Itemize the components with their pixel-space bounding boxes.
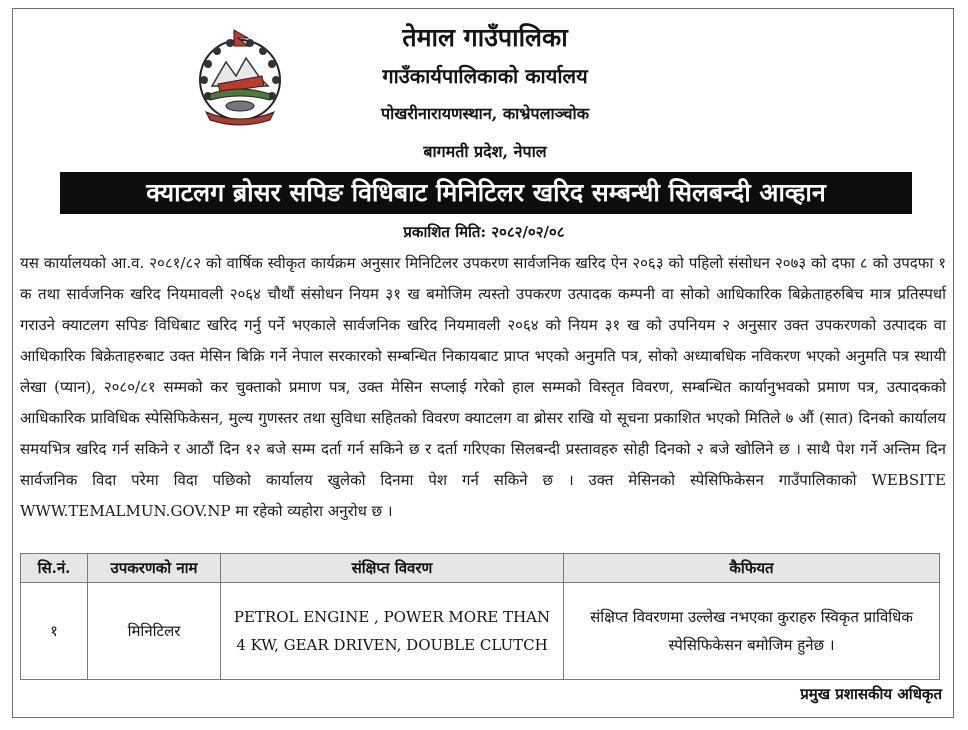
notice-title-banner: क्याटलग ब्रोसर सपिङ विधिबाट मिनिटिलर खरिद सम्बन्धी सिलबन्दी आव्हान (60, 172, 912, 214)
signatory-title: प्रमुख प्रशासकीय अधिकृत (800, 685, 942, 703)
header-remarks: कैफियत (564, 554, 940, 583)
cell-serial-number: १ (21, 583, 88, 680)
equipment-table (20, 553, 940, 680)
published-date: प्रकाशित मिति: २०८२/०२/०८ (403, 223, 565, 241)
municipality-name: तेमाल गाउँपालिका (402, 23, 568, 52)
header-equipment-name: उपकरणको नाम (88, 554, 221, 583)
table-row (21, 583, 940, 680)
header-brief-description: संक्षिप्त विवरण (221, 554, 564, 583)
office-name: गाउँकार्यपालिकाको कार्यालय (382, 64, 588, 88)
province-country: बागमती प्रदेश, नेपाल (423, 142, 547, 161)
notice-body: यस कार्यालयको आ.व. २०८१/८२ को वार्षिक स्वीकृत कार्यक्रम अनुसार मिनिटिलर उपकरण सार्वजनिक खरिद ऐन २०६३ को पहिलो संसोधन २०७३ को दफा ८ को उपदफा १ क तथा सार्वजनिक खरिद नियमावली २०६४ चौथौं संसोधन नियम ३१ ख बमोजिम त्यस्तो उपकरण उत्पादक कम्पनी वा सोको आधिकारिक बिक्रेताहरुबिच मात्र प्रतिस्पर्धा गराउने क्याटलग सपिङ विधिबाट खरिद गर्नु पर्ने भएकाले सार्वजनिक खरिद नियमावली २०६४ को नियम ३१ ख को उपनियम २ अनुसार उक्त उपकरणको उत्पादक वा आधिकारिक बिक्रेताहरुबाट उक्त मेसिन बिक्रि गर्ने नेपाल सरकारको सम्बन्धित निकायबाट प्राप्त भएको अनुमति पत्र, सोको अध्याबधिक नविकरण भएको अनुमति पत्र स्थायी लेखा (प्यान), २०८०/८१ सम्मको कर चुक्ताको प्रमाण पत्र, उक्त मेसिन सप्लाई गरेको हाल सम्मको विस्तृत विवरण, सम्बन्धित कार्यानुभवको प्रमाण पत्र, उत्पादकको आधिकारिक प्राविधिक स्पेसिफिकेसन, मुल्य गुणस्तर तथा सुविधा सहितको विवरण क्याटलग वा ब्रोसर राखि यो सूचना प्रकाशित भएको मितिले ७ औं (सात) दिनको कार्यालय समयभित्र खरिद गर्न सकिने र आठौं दिन १२ बजे सम्म दर्ता गर्न सकिने छ र दर्ता गरिएका सिलबन्दी प्रस्तावहरु सोही दिनको २ बजे खोलिने छ । साथै पेश गर्ने अन्तिम दिन सार्वजनिक विदा परेमा विदा पछिको कार्यालय खुलेको दिनमा पेश गर्न सकिने छ । उक्त मेसिनको स्पेसिफिकेसन गाउँपालिकाको WEBSITE WWW.TEMALMUN.GOV.NP मा रहेको व्यहोरा अनुरोध छ । (20, 254, 946, 520)
nepal-government-emblem-icon (190, 26, 290, 126)
office-address: पोखरीनारायणस्थान, काभ्रेपलाञ्चोक (380, 104, 589, 123)
cell-remarks: संक्षिप्त विवरणमा उल्लेख नभएका कुराहरु स्विकृत प्राविधिक स्पेसिफिकेसन बमोजिम हुनेछ । (564, 583, 940, 680)
table-header-row (21, 554, 940, 583)
header-serial-number: सि.नं. (21, 554, 88, 583)
cell-description: PETROL ENGINE , POWER MORE THAN 4 KW, GEAR DRIVEN, DOUBLE CLUTCH (221, 583, 564, 680)
cell-equipment-name: मिनिटिलर (88, 583, 221, 680)
